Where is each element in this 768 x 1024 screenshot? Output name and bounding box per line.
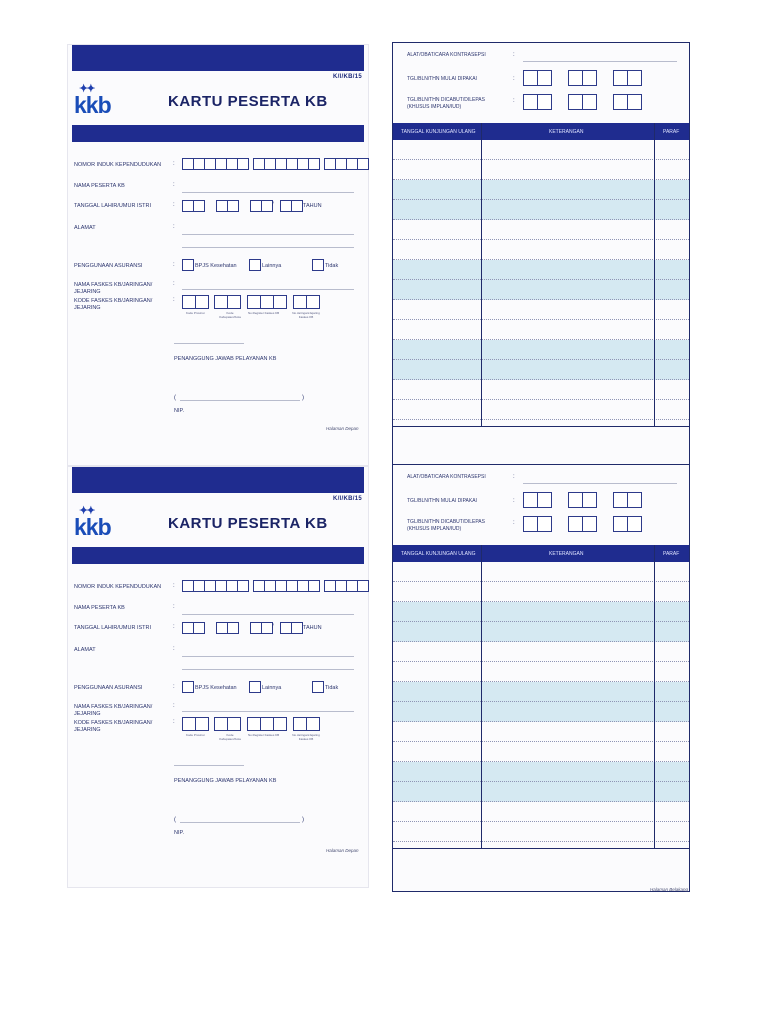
bpjs-label: BPJS Kesehatan bbox=[195, 263, 237, 269]
form-code: K/I/KB/15 bbox=[332, 74, 362, 80]
faskes-nama-input-line[interactable] bbox=[182, 711, 354, 712]
visit-table-body bbox=[393, 140, 689, 426]
table-row[interactable] bbox=[393, 582, 689, 602]
logo-figure-icon: ✦✦ bbox=[79, 505, 94, 517]
alat-input-line[interactable] bbox=[523, 61, 677, 62]
table-row[interactable] bbox=[393, 380, 689, 400]
col-tanggal: TANGGAL KUNJUNGAN ULANG bbox=[401, 129, 476, 135]
lainnya-label: Lainnya bbox=[262, 263, 282, 269]
col-paraf: PARAF bbox=[663, 551, 680, 557]
table-row[interactable] bbox=[393, 622, 689, 642]
paren-open: ( bbox=[174, 817, 176, 823]
column-divider bbox=[481, 545, 482, 848]
lainnya-checkbox[interactable] bbox=[249, 681, 261, 693]
title-underbar bbox=[72, 547, 364, 564]
table-row[interactable] bbox=[393, 280, 689, 300]
card-front bbox=[68, 467, 368, 887]
colon: : bbox=[513, 520, 515, 526]
nama-label: NAMA PESERTA KB bbox=[74, 605, 125, 611]
kode-faskes-boxes[interactable] bbox=[182, 717, 319, 731]
table-row[interactable] bbox=[393, 742, 689, 762]
table-bottom-border bbox=[393, 426, 689, 427]
alat-input-line[interactable] bbox=[523, 483, 677, 484]
signature-line bbox=[174, 343, 244, 344]
logo-text: kkb bbox=[74, 514, 111, 540]
table-row[interactable] bbox=[393, 340, 689, 360]
tanggal-label: TANGGAL LAHIR/UMUR ISTRI bbox=[74, 625, 152, 631]
umur-boxes[interactable] bbox=[280, 622, 302, 634]
kode-caption: Kode Kabupaten/Kota bbox=[219, 733, 241, 741]
faskes-nama-label-line1: NAMA FASKES KB/JARINGAN/ bbox=[74, 282, 153, 288]
table-row[interactable] bbox=[393, 260, 689, 280]
table-row[interactable] bbox=[393, 140, 689, 160]
mulai-label: TGL/BLN/THN MULAI DIPAKAI bbox=[407, 76, 477, 82]
dicabut-label-line1: TGL/BLN/THN DICABUT/DILEPAS bbox=[407, 97, 485, 103]
table-row[interactable] bbox=[393, 722, 689, 742]
paren-close: ) bbox=[302, 817, 304, 823]
kode-caption: Kode Provinsi bbox=[186, 733, 205, 737]
col-keterangan: KETERANGAN bbox=[549, 129, 584, 135]
faskes-kode-label bbox=[74, 720, 152, 734]
faskes-kode-label-line1: KODE FASKES KB/JARINGAN/ bbox=[74, 298, 153, 304]
faskes-nama-label bbox=[74, 282, 152, 296]
table-row[interactable] bbox=[393, 400, 689, 420]
nik-boxes[interactable] bbox=[182, 580, 368, 592]
table-row[interactable] bbox=[393, 782, 689, 802]
colon: : bbox=[173, 297, 175, 303]
alamat-input-line-2[interactable] bbox=[182, 669, 354, 670]
card-back bbox=[392, 464, 690, 892]
tidak-label: Tidak bbox=[325, 685, 339, 691]
alamat-input-line[interactable] bbox=[182, 656, 354, 657]
tidak-checkbox[interactable] bbox=[312, 681, 324, 693]
colon: : bbox=[173, 583, 175, 589]
kkb-logo bbox=[74, 78, 118, 120]
bpjs-label: BPJS Kesehatan bbox=[195, 685, 237, 691]
title-underbar bbox=[72, 125, 364, 142]
colon: : bbox=[513, 474, 515, 480]
table-row[interactable] bbox=[393, 220, 689, 240]
tanggal-boxes[interactable] bbox=[182, 622, 272, 634]
nip-label: NIP. bbox=[174, 408, 184, 414]
colon: : bbox=[173, 161, 175, 167]
faskes-kode-label-line2: JEJARING bbox=[74, 727, 101, 733]
logo-text: kkb bbox=[74, 92, 111, 118]
kode-caption: No.Jaringan/Jejaring Faskes KB bbox=[292, 733, 320, 741]
faskes-nama-label-line2: JEJARING bbox=[74, 711, 101, 717]
nama-input-line[interactable] bbox=[182, 192, 354, 193]
halaman-belakang: Halaman Belakang bbox=[650, 887, 689, 892]
nip-label: NIP. bbox=[174, 830, 184, 836]
colon: : bbox=[173, 719, 175, 725]
alamat-input-line-2[interactable] bbox=[182, 247, 354, 248]
table-row[interactable] bbox=[393, 602, 689, 622]
nama-input-line[interactable] bbox=[182, 614, 354, 615]
alamat-label: ALAMAT bbox=[74, 225, 96, 231]
form-code: K/I/KB/15 bbox=[332, 496, 362, 502]
alat-label: ALAT/OBAT/CARA KONTRASEPSI bbox=[407, 474, 486, 480]
card-sheet-2 bbox=[0, 462, 768, 892]
lainnya-label: Lainnya bbox=[262, 685, 282, 691]
colon: : bbox=[173, 281, 175, 287]
table-row[interactable] bbox=[393, 200, 689, 220]
penanggung-label: PENANGGUNG JAWAB PELAYANAN KB bbox=[174, 356, 277, 362]
alat-label: ALAT/OBAT/CARA KONTRASEPSI bbox=[407, 52, 486, 58]
halaman-depan: Halaman Depan bbox=[326, 426, 359, 431]
dicabut-label-line2: (KHUSUS IMPLAN/IUD) bbox=[407, 104, 462, 110]
tahun-label: TAHUN bbox=[303, 625, 322, 631]
kkb-logo bbox=[74, 500, 118, 542]
mulai-label: TGL/BLN/THN MULAI DIPAKAI bbox=[407, 498, 477, 504]
mulai-boxes[interactable] bbox=[523, 492, 641, 508]
column-divider bbox=[654, 545, 655, 848]
table-row[interactable] bbox=[393, 702, 689, 722]
table-bottom-border bbox=[393, 848, 689, 849]
lainnya-checkbox[interactable] bbox=[249, 259, 261, 271]
tanggal-boxes[interactable] bbox=[182, 200, 272, 212]
colon: : bbox=[173, 262, 175, 268]
dicabut-boxes[interactable] bbox=[523, 94, 641, 110]
card-title: KARTU PESERTA KB bbox=[168, 93, 328, 110]
dicabut-label bbox=[407, 97, 485, 111]
colon: : bbox=[173, 703, 175, 709]
colon: : bbox=[513, 76, 515, 82]
table-row[interactable] bbox=[393, 300, 689, 320]
column-divider bbox=[481, 123, 482, 426]
paren-close: ) bbox=[302, 395, 304, 401]
bpjs-checkbox[interactable] bbox=[182, 681, 194, 693]
colon: : bbox=[513, 498, 515, 504]
nik-label: NOMOR INDUK KEPENDUDUKAN bbox=[74, 584, 162, 590]
visit-table-header bbox=[393, 545, 689, 562]
header-bar bbox=[72, 45, 364, 71]
header-bar bbox=[72, 467, 364, 493]
dicabut-label-line1: TGL/BLN/THN DICABUT/DILEPAS bbox=[407, 519, 485, 525]
kode-caption: Kode Provinsi bbox=[186, 311, 205, 315]
signature-line bbox=[174, 765, 244, 766]
table-row[interactable] bbox=[393, 822, 689, 842]
umur-boxes[interactable] bbox=[280, 200, 302, 212]
halaman-depan: Halaman Depan bbox=[326, 848, 359, 853]
kode-faskes-boxes[interactable] bbox=[182, 295, 319, 309]
slash: / bbox=[272, 202, 274, 208]
card-title: KARTU PESERTA KB bbox=[168, 515, 328, 532]
table-row[interactable] bbox=[393, 642, 689, 662]
col-keterangan: KETERANGAN bbox=[549, 551, 584, 557]
alamat-input-line[interactable] bbox=[182, 234, 354, 235]
colon: : bbox=[173, 684, 175, 690]
faskes-kode-label bbox=[74, 298, 152, 312]
penanggung-label: PENANGGUNG JAWAB PELAYANAN KB bbox=[174, 778, 277, 784]
visit-table-header bbox=[393, 123, 689, 140]
col-paraf: PARAF bbox=[663, 129, 680, 135]
dicabut-label bbox=[407, 519, 485, 533]
colon: : bbox=[173, 182, 175, 188]
col-tanggal: TANGGAL KUNJUNGAN ULANG bbox=[401, 551, 476, 557]
mulai-boxes[interactable] bbox=[523, 70, 641, 86]
colon: : bbox=[513, 98, 515, 104]
table-row[interactable] bbox=[393, 562, 689, 582]
colon: : bbox=[173, 646, 175, 652]
table-row[interactable] bbox=[393, 240, 689, 260]
asuransi-label: PENGGUNAAN ASURANSI bbox=[74, 263, 143, 269]
kode-caption: Kode Kabupaten/Kota bbox=[219, 311, 241, 319]
table-row[interactable] bbox=[393, 682, 689, 702]
card-back bbox=[392, 42, 690, 470]
faskes-nama-label bbox=[74, 704, 152, 718]
table-row[interactable] bbox=[393, 662, 689, 682]
tidak-checkbox[interactable] bbox=[312, 259, 324, 271]
tidak-label: Tidak bbox=[325, 263, 339, 269]
nik-label: NOMOR INDUK KEPENDUDUKAN bbox=[74, 162, 162, 168]
kode-caption: No.Jaringan/Jejaring Faskes KB bbox=[292, 311, 320, 319]
nama-label: NAMA PESERTA KB bbox=[74, 183, 125, 189]
slash: / bbox=[272, 624, 274, 630]
faskes-kode-label-line1: KODE FASKES KB/JARINGAN/ bbox=[74, 720, 153, 726]
nik-boxes[interactable] bbox=[182, 158, 368, 170]
logo-figure-icon: ✦✦ bbox=[79, 83, 94, 95]
card-sheet-1 bbox=[0, 40, 768, 470]
table-row[interactable] bbox=[393, 180, 689, 200]
column-divider bbox=[654, 123, 655, 426]
asuransi-label: PENGGUNAAN ASURANSI bbox=[74, 685, 143, 691]
tahun-label: TAHUN bbox=[303, 203, 322, 209]
colon: : bbox=[173, 604, 175, 610]
colon: : bbox=[513, 52, 515, 58]
name-input-line[interactable] bbox=[180, 400, 300, 401]
colon: : bbox=[173, 224, 175, 230]
paren-open: ( bbox=[174, 395, 176, 401]
table-row[interactable] bbox=[393, 160, 689, 180]
kode-caption: No.Register Faskes KB bbox=[248, 311, 280, 315]
kode-caption: No.Register Faskes KB bbox=[248, 733, 280, 737]
faskes-nama-label-line1: NAMA FASKES KB/JARINGAN/ bbox=[74, 704, 153, 710]
faskes-nama-input-line[interactable] bbox=[182, 289, 354, 290]
table-row[interactable] bbox=[393, 802, 689, 822]
table-row[interactable] bbox=[393, 360, 689, 380]
colon: : bbox=[173, 202, 175, 208]
colon: : bbox=[173, 624, 175, 630]
alamat-label: ALAMAT bbox=[74, 647, 96, 653]
visit-table-body bbox=[393, 562, 689, 848]
bpjs-checkbox[interactable] bbox=[182, 259, 194, 271]
dicabut-label-line2: (KHUSUS IMPLAN/IUD) bbox=[407, 526, 462, 532]
card-front bbox=[68, 45, 368, 465]
dicabut-boxes[interactable] bbox=[523, 516, 641, 532]
faskes-kode-label-line2: JEJARING bbox=[74, 305, 101, 311]
table-row[interactable] bbox=[393, 320, 689, 340]
faskes-nama-label-line2: JEJARING bbox=[74, 289, 101, 295]
tanggal-label: TANGGAL LAHIR/UMUR ISTRI bbox=[74, 203, 152, 209]
table-row[interactable] bbox=[393, 762, 689, 782]
name-input-line[interactable] bbox=[180, 822, 300, 823]
